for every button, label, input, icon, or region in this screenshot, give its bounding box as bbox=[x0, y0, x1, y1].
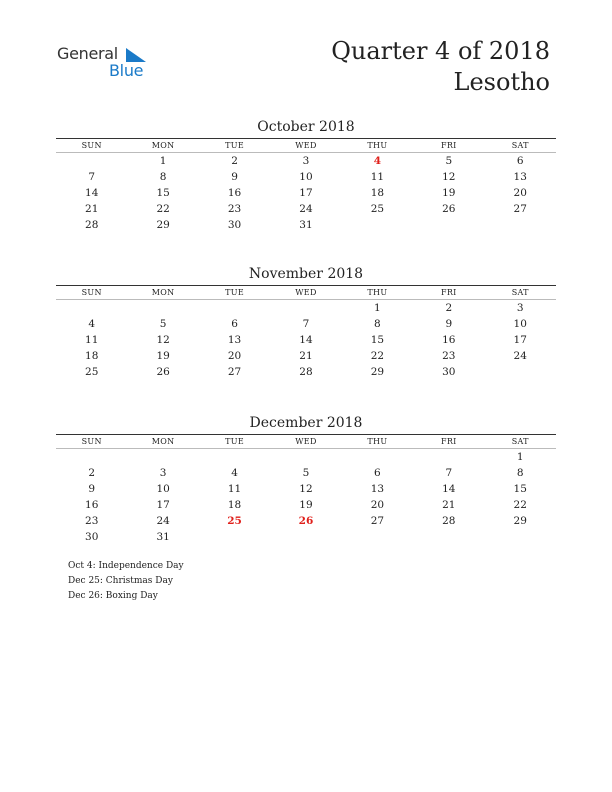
weekday-label: MON bbox=[151, 437, 175, 446]
holiday-note: Oct 4: Independence Day bbox=[68, 561, 184, 571]
day-cell: 4 bbox=[373, 155, 382, 167]
weekday-label: FRI bbox=[441, 288, 457, 297]
month-october bbox=[56, 117, 556, 233]
day-cell: 6 bbox=[374, 467, 381, 479]
month-title: October 2018 bbox=[257, 119, 355, 135]
weekday-header bbox=[56, 285, 556, 300]
weekday-label: WED bbox=[295, 437, 317, 446]
weekday-header bbox=[56, 434, 556, 449]
week-row bbox=[56, 153, 556, 169]
day-cell: 19 bbox=[156, 350, 170, 362]
weekday-label: SAT bbox=[511, 288, 529, 297]
day-cell: 21 bbox=[442, 499, 456, 511]
day-cell: 27 bbox=[227, 366, 242, 378]
day-cell: 30 bbox=[85, 531, 99, 543]
weekday-label: THU bbox=[367, 437, 388, 446]
week-row bbox=[56, 332, 556, 348]
day-cell: 24 bbox=[513, 350, 527, 362]
week-row bbox=[56, 513, 556, 529]
week-row bbox=[56, 481, 556, 497]
week-row bbox=[56, 300, 556, 316]
day-cell: 18 bbox=[370, 187, 385, 199]
logo-word-blue: Blue bbox=[109, 61, 144, 80]
quarter-title: Quarter 4 of 2018 bbox=[331, 37, 550, 65]
week-row bbox=[56, 497, 556, 513]
page-title bbox=[331, 36, 550, 98]
day-cell: 11 bbox=[370, 171, 385, 183]
day-cell: 5 bbox=[159, 318, 167, 330]
weekday-label: FRI bbox=[441, 141, 457, 150]
holiday-note: Dec 26: Boxing Day bbox=[68, 591, 158, 601]
day-cell: 2 bbox=[88, 467, 96, 479]
day-cell: 9 bbox=[88, 483, 96, 495]
day-cell: 4 bbox=[88, 318, 96, 330]
day-cell: 3 bbox=[516, 302, 524, 314]
weekday-label: FRI bbox=[441, 437, 457, 446]
day-cell: 20 bbox=[227, 350, 242, 362]
day-cell: 20 bbox=[370, 499, 385, 511]
day-cell: 9 bbox=[231, 171, 238, 183]
day-cell: 8 bbox=[516, 467, 524, 479]
week-row bbox=[56, 529, 556, 545]
day-cell: 17 bbox=[513, 334, 527, 346]
weekday-label: SUN bbox=[81, 437, 102, 446]
day-cell: 12 bbox=[156, 334, 170, 346]
day-cell: 23 bbox=[442, 350, 456, 362]
day-cell: 24 bbox=[156, 515, 170, 527]
day-cell: 2 bbox=[231, 155, 238, 167]
day-cell: 1 bbox=[516, 451, 524, 463]
day-cell: 6 bbox=[231, 318, 238, 330]
weekday-label: SUN bbox=[81, 288, 102, 297]
day-cell: 28 bbox=[442, 515, 456, 527]
day-cell: 26 bbox=[298, 515, 314, 527]
day-cell: 19 bbox=[442, 187, 456, 199]
day-cell: 14 bbox=[85, 187, 99, 199]
day-cell: 24 bbox=[299, 203, 313, 215]
day-cell: 15 bbox=[156, 187, 170, 199]
day-cell: 1 bbox=[159, 155, 167, 167]
day-cell: 7 bbox=[302, 318, 310, 330]
generalblue-logo bbox=[57, 44, 157, 84]
weekday-label: MON bbox=[151, 288, 175, 297]
logo-word-general: General bbox=[57, 44, 118, 63]
day-cell: 12 bbox=[442, 171, 456, 183]
month-grid bbox=[56, 300, 556, 380]
day-cell: 5 bbox=[445, 155, 453, 167]
weekday-label: THU bbox=[367, 288, 388, 297]
day-cell: 18 bbox=[227, 499, 242, 511]
day-cell: 16 bbox=[227, 187, 242, 199]
day-cell: 7 bbox=[445, 467, 453, 479]
day-cell: 10 bbox=[513, 318, 527, 330]
day-cell: 26 bbox=[442, 203, 456, 215]
month-december bbox=[56, 413, 556, 545]
day-cell: 30 bbox=[227, 219, 242, 231]
day-cell: 30 bbox=[442, 366, 456, 378]
day-cell: 26 bbox=[156, 366, 170, 378]
day-cell: 19 bbox=[299, 499, 313, 511]
day-cell: 5 bbox=[302, 467, 310, 479]
month-grid bbox=[56, 449, 556, 545]
day-cell: 15 bbox=[370, 334, 385, 346]
day-cell: 25 bbox=[227, 515, 242, 527]
day-cell: 1 bbox=[374, 302, 381, 314]
day-cell: 17 bbox=[299, 187, 313, 199]
country-title: Lesotho bbox=[453, 68, 550, 96]
day-cell: 11 bbox=[227, 483, 242, 495]
month-title: December 2018 bbox=[249, 415, 363, 431]
day-cell: 13 bbox=[513, 171, 527, 183]
holiday-note: Dec 25: Christmas Day bbox=[68, 576, 173, 586]
day-cell: 22 bbox=[370, 350, 385, 362]
weekday-label: SUN bbox=[81, 141, 102, 150]
day-cell: 12 bbox=[299, 483, 313, 495]
day-cell: 31 bbox=[299, 219, 313, 231]
weekday-label: THU bbox=[367, 141, 388, 150]
day-cell: 21 bbox=[299, 350, 313, 362]
week-row bbox=[56, 316, 556, 332]
holiday-notes bbox=[68, 559, 184, 604]
day-cell: 13 bbox=[227, 334, 242, 346]
day-cell: 23 bbox=[227, 203, 242, 215]
day-cell: 4 bbox=[231, 467, 238, 479]
week-row bbox=[56, 364, 556, 380]
day-cell: 29 bbox=[370, 366, 385, 378]
weekday-label: WED bbox=[295, 288, 317, 297]
weekday-header bbox=[56, 138, 556, 153]
day-cell: 16 bbox=[85, 499, 99, 511]
day-cell: 22 bbox=[513, 499, 527, 511]
day-cell: 31 bbox=[156, 531, 170, 543]
week-row bbox=[56, 348, 556, 364]
week-row bbox=[56, 201, 556, 217]
month-title: November 2018 bbox=[248, 266, 364, 282]
day-cell: 17 bbox=[156, 499, 170, 511]
weekday-label: SAT bbox=[511, 437, 529, 446]
day-cell: 7 bbox=[88, 171, 96, 183]
day-cell: 28 bbox=[85, 219, 99, 231]
day-cell: 3 bbox=[159, 467, 167, 479]
week-row bbox=[56, 465, 556, 481]
day-cell: 2 bbox=[445, 302, 453, 314]
day-cell: 10 bbox=[156, 483, 170, 495]
day-cell: 3 bbox=[302, 155, 310, 167]
weekday-label: TUE bbox=[225, 437, 244, 446]
logo-flag-icon bbox=[124, 48, 146, 62]
day-cell: 14 bbox=[299, 334, 313, 346]
weekday-label: WED bbox=[295, 141, 317, 150]
weekday-label: SAT bbox=[511, 141, 529, 150]
day-cell: 10 bbox=[299, 171, 313, 183]
month-grid bbox=[56, 153, 556, 233]
day-cell: 8 bbox=[374, 318, 381, 330]
day-cell: 25 bbox=[370, 203, 385, 215]
week-row bbox=[56, 449, 556, 465]
day-cell: 21 bbox=[85, 203, 99, 215]
day-cell: 29 bbox=[156, 219, 170, 231]
week-row bbox=[56, 169, 556, 185]
day-cell: 18 bbox=[85, 350, 99, 362]
weekday-label: TUE bbox=[225, 141, 244, 150]
day-cell: 20 bbox=[513, 187, 527, 199]
day-cell: 16 bbox=[442, 334, 456, 346]
day-cell: 29 bbox=[513, 515, 527, 527]
day-cell: 23 bbox=[85, 515, 99, 527]
day-cell: 11 bbox=[85, 334, 99, 346]
day-cell: 27 bbox=[513, 203, 527, 215]
month-november bbox=[56, 264, 556, 380]
day-cell: 13 bbox=[370, 483, 385, 495]
day-cell: 15 bbox=[513, 483, 527, 495]
day-cell: 14 bbox=[442, 483, 456, 495]
day-cell: 25 bbox=[85, 366, 99, 378]
day-cell: 8 bbox=[159, 171, 167, 183]
day-cell: 22 bbox=[156, 203, 170, 215]
weekday-label: MON bbox=[151, 141, 175, 150]
day-cell: 27 bbox=[370, 515, 385, 527]
day-cell: 6 bbox=[516, 155, 524, 167]
day-cell: 9 bbox=[445, 318, 453, 330]
week-row bbox=[56, 217, 556, 233]
weekday-label: TUE bbox=[225, 288, 244, 297]
day-cell: 28 bbox=[299, 366, 313, 378]
week-row bbox=[56, 185, 556, 201]
